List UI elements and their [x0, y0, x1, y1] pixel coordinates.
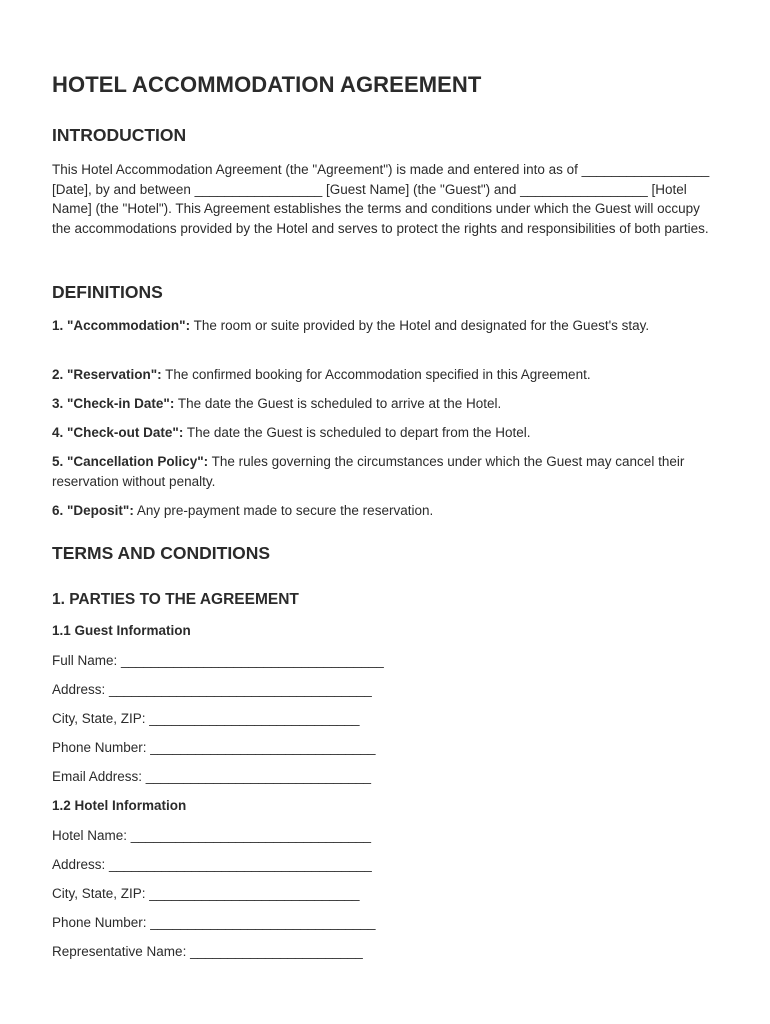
hotel-name-field[interactable]: Hotel Name: ________________________________: [52, 828, 372, 843]
definition-term: 5. "Cancellation Policy":: [52, 454, 209, 469]
definition-item: [52, 423, 717, 443]
definition-text: The room or suite provided by the Hotel and designated for the Guest's stay.: [190, 318, 650, 333]
definition-term: 4. "Check-out Date":: [52, 425, 184, 440]
hotel-phone-field[interactable]: Phone Number: ______________________________: [52, 915, 376, 930]
introduction-paragraph: This Hotel Accommodation Agreement (the "Agreement") is made and entered into as of _________________ [Date], by and between _________________ [Guest Name] (the "Guest") and _________________ [Hotel Name] (the "Hotel"). This Agreement establishes the terms and conditions under which the Guest will occupy the accommodations provided by the Hotel and serves to protect the rights and responsibilities of both parties.: [52, 162, 710, 236]
definition-text: Any pre-payment made to secure the reservation.: [133, 503, 434, 518]
guest-phone-field[interactable]: Phone Number: ______________________________: [52, 740, 376, 755]
definition-term: 6. "Deposit":: [52, 503, 134, 518]
definition-text: The date the Guest is scheduled to depart from the Hotel.: [183, 425, 531, 440]
parties-heading: 1. PARTIES TO THE AGREEMENT: [52, 591, 299, 608]
definition-item: [52, 394, 717, 414]
guest-city-state-zip-field[interactable]: City, State, ZIP: ____________________________: [52, 711, 360, 726]
definition-item: [52, 501, 717, 521]
definition-term: 2. "Reservation":: [52, 367, 162, 382]
guest-info-heading: 1.1 Guest Information: [52, 623, 191, 638]
document-title: HOTEL ACCOMMODATION AGREEMENT: [52, 72, 482, 97]
hotel-info-heading: 1.2 Hotel Information: [52, 798, 187, 813]
hotel-representative-field[interactable]: Representative Name: _______________________: [52, 944, 363, 959]
introduction-heading: INTRODUCTION: [52, 125, 187, 145]
definition-term: 1. "Accommodation":: [52, 318, 191, 333]
terms-heading: TERMS AND CONDITIONS: [52, 543, 271, 563]
definition-item: [52, 365, 717, 385]
definitions-heading: DEFINITIONS: [52, 282, 163, 302]
definition-item: [52, 452, 717, 491]
guest-address-field[interactable]: Address: ___________________________________: [52, 682, 372, 697]
definition-term: 3. "Check-in Date":: [52, 396, 175, 411]
hotel-city-state-zip-field[interactable]: City, State, ZIP: ____________________________: [52, 886, 360, 901]
definition-text: The date the Guest is scheduled to arrive at the Hotel.: [174, 396, 502, 411]
definition-text: The rules governing the circumstances under which the Guest may cancel their reservation without penalty.: [52, 454, 685, 489]
definition-item: [52, 316, 717, 336]
guest-full-name-field[interactable]: Full Name: ___________________________________: [52, 653, 384, 668]
guest-email-field[interactable]: Email Address: ______________________________: [52, 769, 372, 784]
hotel-address-field[interactable]: Address: ___________________________________: [52, 857, 372, 872]
definition-text: The confirmed booking for Accommodation specified in this Agreement.: [161, 367, 591, 382]
